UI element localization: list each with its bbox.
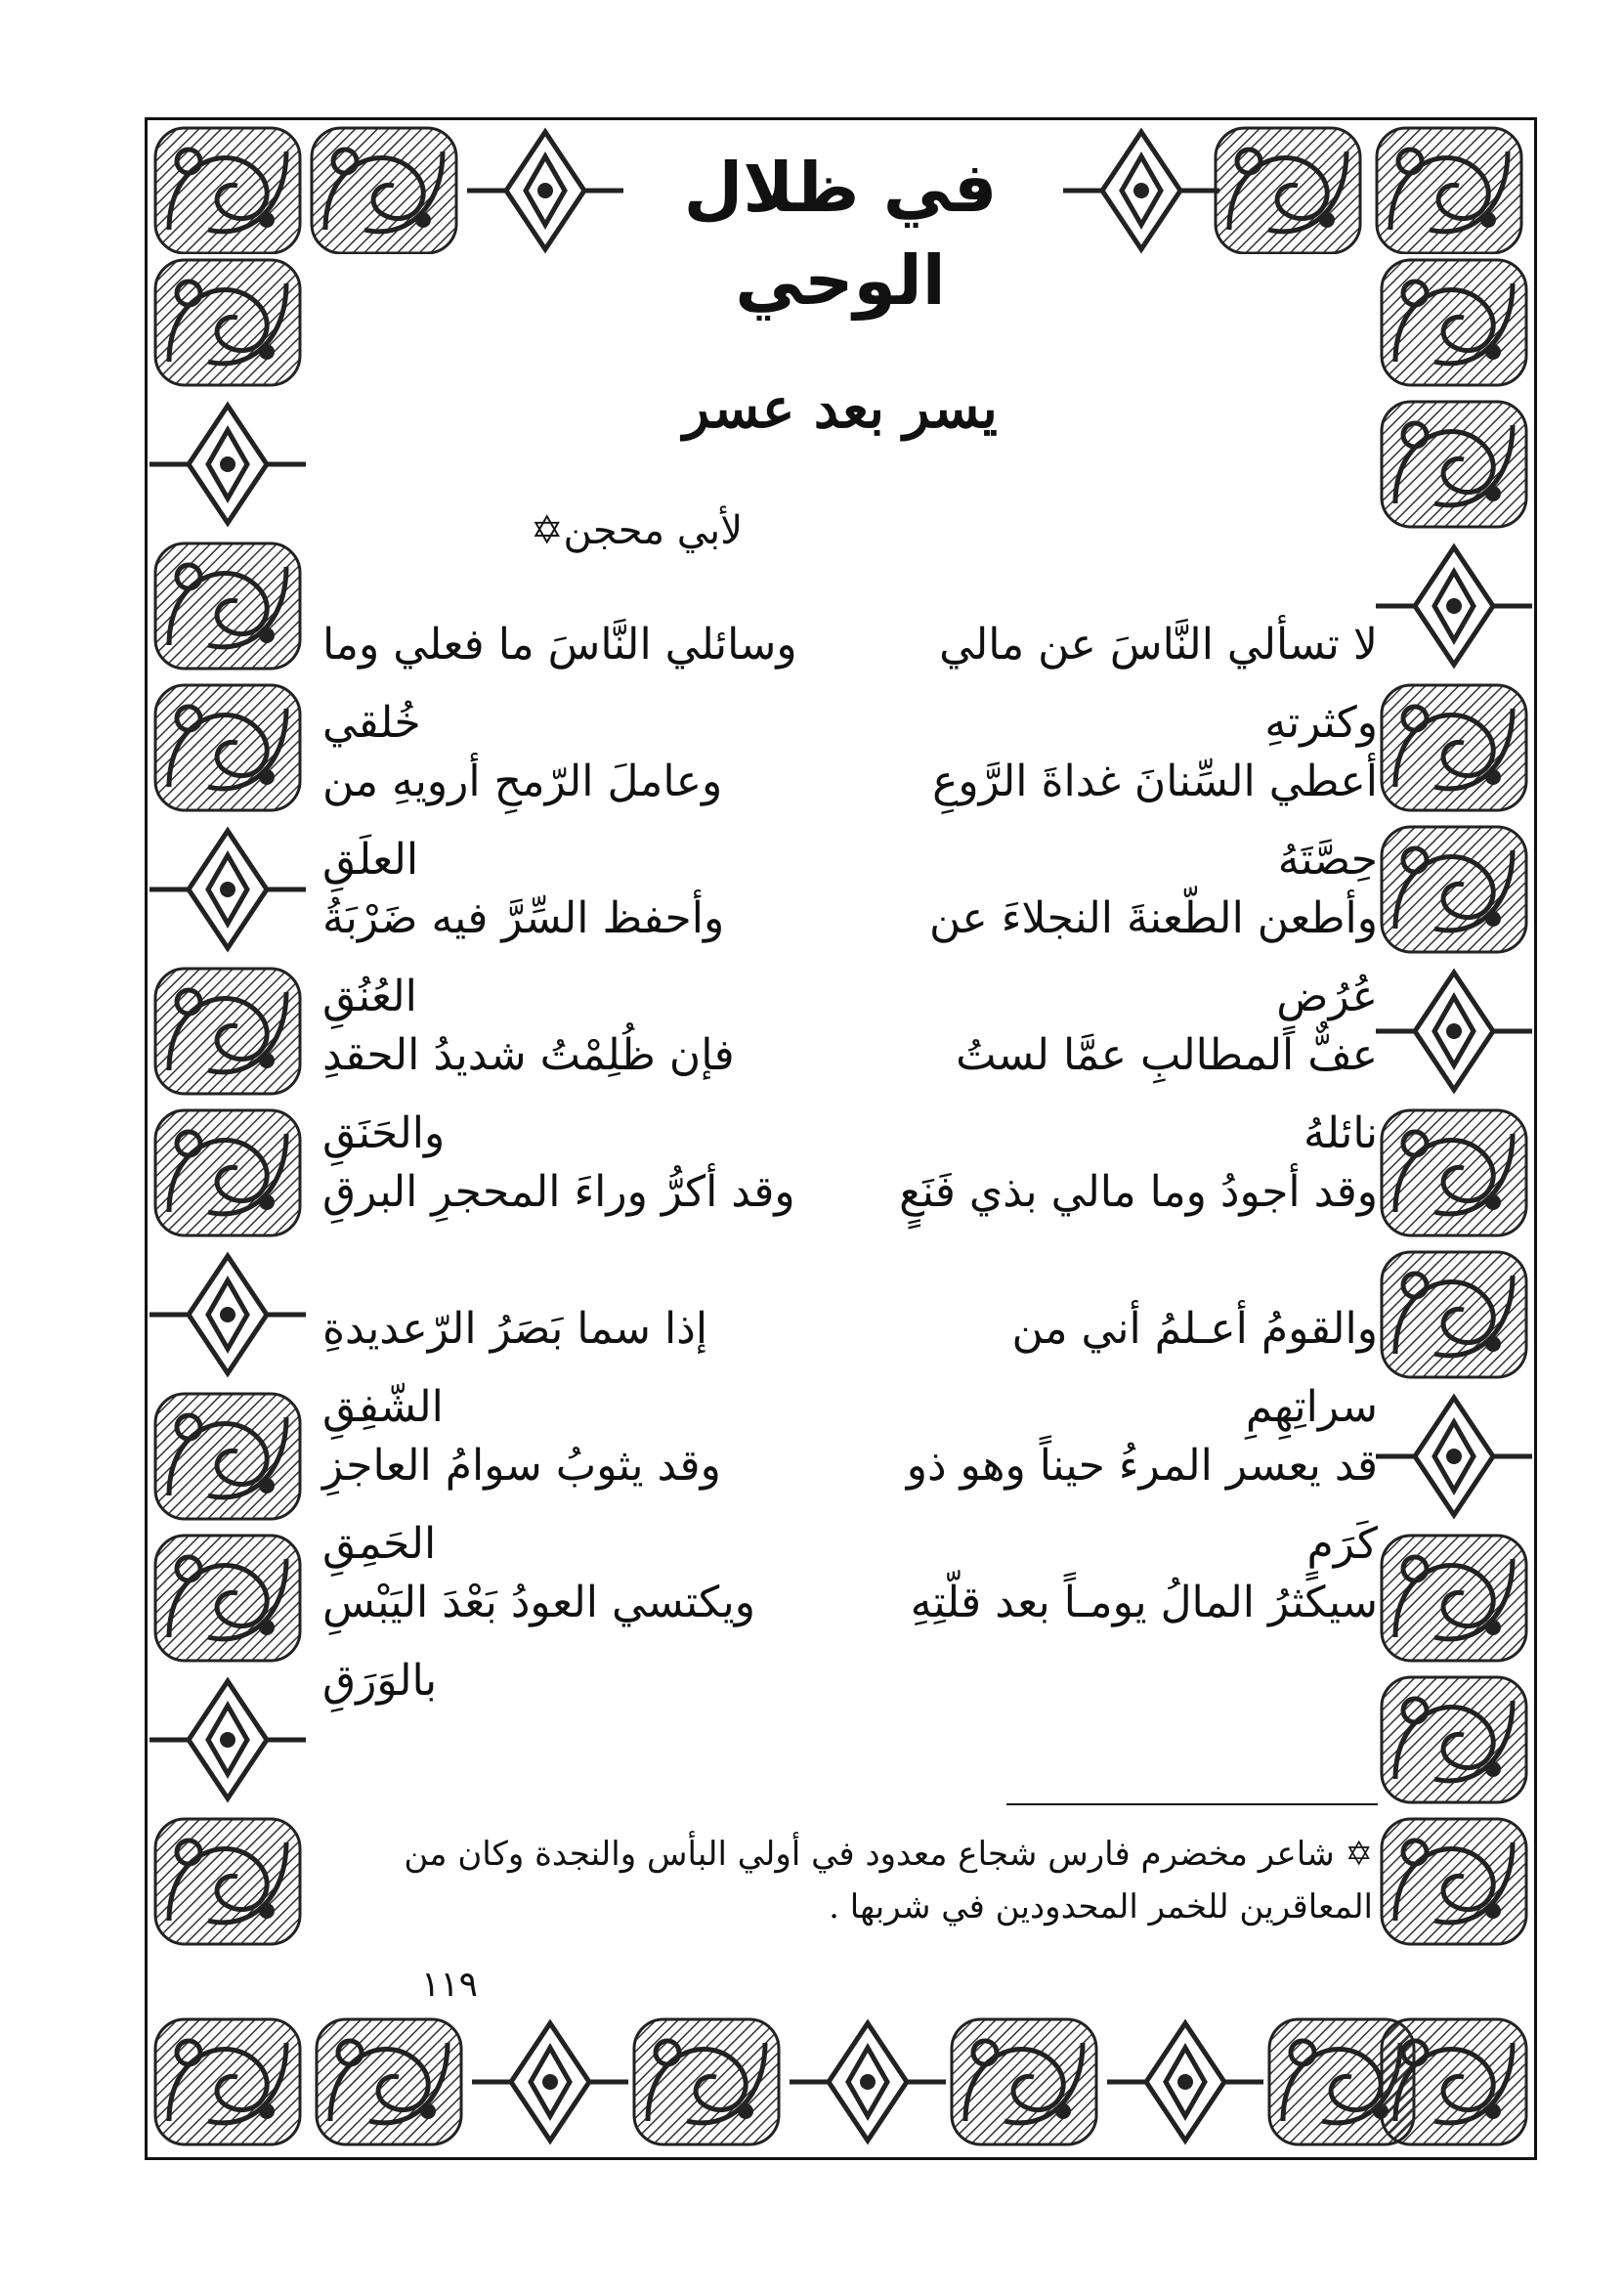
verse-5 — [322, 1153, 1378, 1232]
verse-second-hemistich: وعاملَ الرّمحِ أرويهِ من العلَقِ — [322, 757, 723, 885]
poem-attribution: لأبي محجن✡ — [530, 508, 743, 553]
ornamental-border-bottom — [145, 1994, 1537, 2160]
verse-second-hemistich: ويكتسي العودُ بَعْدَ اليَبْسِ بالوَرَقِ — [322, 1578, 755, 1706]
verse-4 — [322, 1017, 1378, 1158]
verse-first-hemistich: وقد أجودُ وما مالي بذي فَنَعٍ — [899, 1167, 1378, 1217]
verse-second-hemistich: وسائلي النَّاسَ ما فعلي وما خُلقي — [322, 620, 797, 748]
footnote-text: شاعر مخضرم فارس شجاع معدود في أولي البأس والنجدة وكان من المعاقرين للخمر المحدودين في شربها . — [404, 1835, 1373, 1927]
ornamental-border-right — [1371, 254, 1537, 1994]
running-title: في ظلال الوحي — [625, 142, 1055, 235]
poem-title: يسر بعد عسر — [683, 376, 998, 441]
verse-second-hemistich: فإن ظُلِمْتُ شديدُ الحقدِ والحَنَقِ — [322, 1030, 735, 1158]
verse-7 — [322, 1427, 1378, 1569]
verse-second-hemistich: وأحفظ السِّرَّ فيه ضَرْبَةُ العُنُقِ — [322, 893, 725, 1021]
footnote — [322, 1828, 1373, 1933]
verse-first-hemistich: وأطعن الطّعنةَ النجلاءَ عن عُرُضٍ — [929, 893, 1378, 1021]
verse-8 — [322, 1564, 1378, 1706]
page-number: ١١٩ — [420, 1965, 478, 2005]
verse-6 — [322, 1290, 1378, 1432]
verse-first-hemistich: قد يعسر المرءُ حيناً وهو ذو كَرَمٍ — [906, 1441, 1378, 1569]
verse-first-hemistich: أعطي السِّنانَ غداةَ الرَّوعِ حِصَّتَهُ — [932, 757, 1378, 885]
verse-second-hemistich: وقد يثوبُ سوامُ العاجزِ الحَمِقِ — [322, 1441, 721, 1569]
footnote-divider — [1006, 1803, 1378, 1805]
verse-3 — [322, 880, 1378, 1021]
verse-second-hemistich: إذا سما بَصَرُ الرّعديدةِ الشّفِقِ — [322, 1304, 708, 1432]
verse-first-hemistich: لا تسألي النَّاسَ عن مالي وكثرتهِ — [939, 620, 1378, 748]
ornamental-border-left — [145, 254, 311, 1994]
verse-first-hemistich: سيكثرُ المالُ يومـاً بعد قلّتِهِ — [910, 1578, 1378, 1627]
verse-1 — [322, 606, 1378, 748]
verse-2 — [322, 743, 1378, 885]
verse-second-hemistich: وقد أكرُّ وراءَ المحجرِ البرقِ — [322, 1167, 795, 1217]
footnote-marker: ✡ — [1345, 1835, 1373, 1874]
verse-first-hemistich: عفٌّ المطالبِ عمَّا لستُ نائلهُ — [956, 1030, 1378, 1158]
verse-first-hemistich: والقومُ أعـلمُ أني من سراتِهِمِ — [1011, 1304, 1378, 1432]
